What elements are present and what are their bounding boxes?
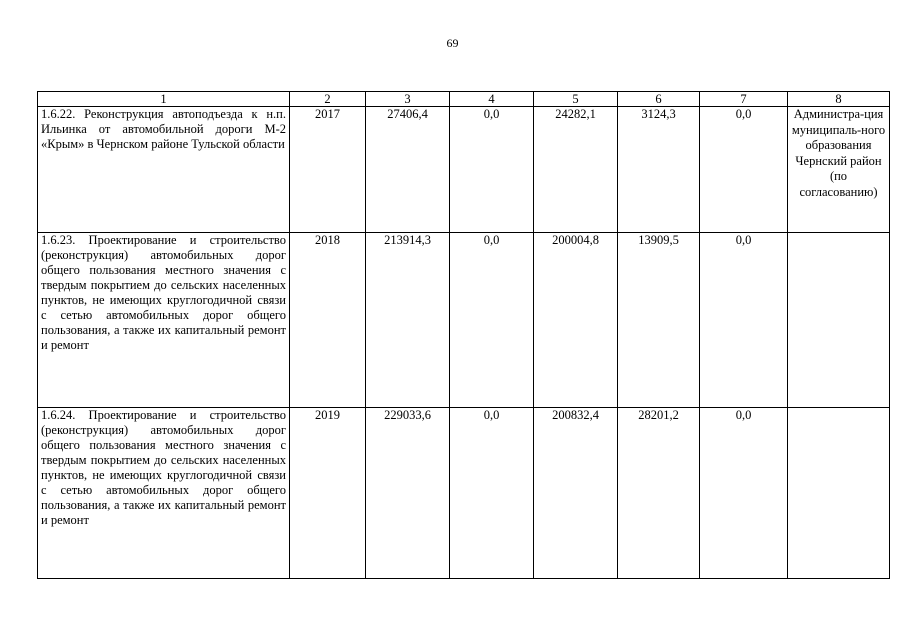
executor-cell [788, 233, 890, 408]
table-row [38, 107, 890, 233]
header-cell-7: 7 [700, 92, 788, 107]
header-cell-6: 6 [618, 92, 700, 107]
col7-cell: 0,0 [700, 233, 788, 408]
program-table [37, 91, 890, 579]
col6-cell: 28201,2 [618, 408, 700, 579]
year-cell: 2018 [290, 233, 366, 408]
col4-cell: 0,0 [450, 107, 534, 233]
total-cell: 213914,3 [366, 233, 450, 408]
executor-cell [788, 408, 890, 579]
col4-cell: 0,0 [450, 408, 534, 579]
col6-cell: 3124,3 [618, 107, 700, 233]
col6-cell: 13909,5 [618, 233, 700, 408]
header-cell-1: 1 [38, 92, 290, 107]
measure-name: 1.6.23. Проектирование и строительство (реконструкция) автомобильных дорог общего пользования местного значения с твердым покрытием до сельских населенных пунктов, не имеющих круглогодичной связи с сетью автомобильных дорог общего пользования, а также их капитальный ремонт и ремонт [38, 233, 290, 408]
col7-cell: 0,0 [700, 107, 788, 233]
measure-name: 1.6.24. Проектирование и строительство (реконструкция) автомобильных дорог общего пользования местного значения с твердым покрытием до сельских населенных пунктов, не имеющих круглогодичной связи с сетью автомобильных дорог общего пользования, а также их капитальный ремонт и ремонт [38, 408, 290, 579]
col4-cell: 0,0 [450, 233, 534, 408]
header-cell-4: 4 [450, 92, 534, 107]
col7-cell: 0,0 [700, 408, 788, 579]
table-row [38, 408, 890, 579]
col5-cell: 24282,1 [534, 107, 618, 233]
total-cell: 229033,6 [366, 408, 450, 579]
year-cell: 2019 [290, 408, 366, 579]
col5-cell: 200004,8 [534, 233, 618, 408]
header-cell-5: 5 [534, 92, 618, 107]
year-cell: 2017 [290, 107, 366, 233]
total-cell: 27406,4 [366, 107, 450, 233]
header-cell-3: 3 [366, 92, 450, 107]
table-row [38, 233, 890, 408]
measure-name: 1.6.22. Реконструкция автоподъезда к н.п. Ильинка от автомобильной дороги М-2 «Крым» в Чернском районе Тульской области [38, 107, 290, 233]
col5-cell: 200832,4 [534, 408, 618, 579]
executor-cell: Администра-ция муниципаль-ного образования Чернский район (по согласованию) [788, 107, 890, 233]
header-row [38, 92, 890, 107]
header-cell-8: 8 [788, 92, 890, 107]
header-cell-2: 2 [290, 92, 366, 107]
page-number: 69 [446, 36, 459, 50]
